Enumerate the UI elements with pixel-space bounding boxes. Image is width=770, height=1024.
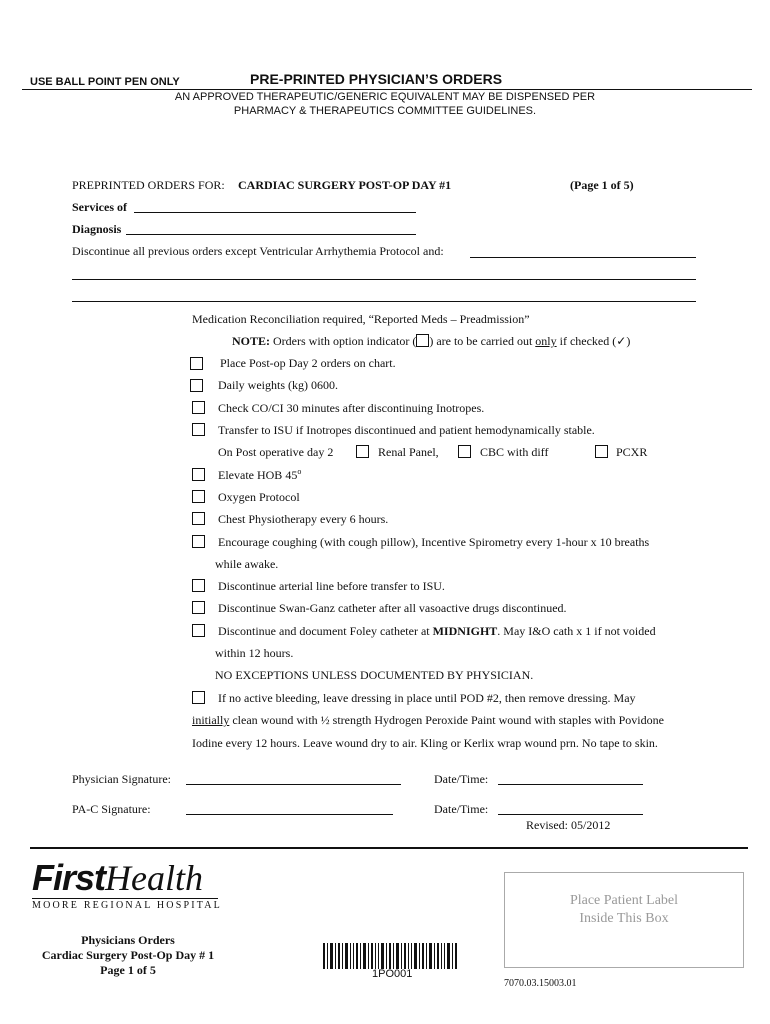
order-11-a: Discontinue and document Foley catheter at	[218, 624, 433, 638]
checkbox-pcxr[interactable]	[595, 445, 608, 458]
note-text-b: ) are to be carried out	[429, 334, 536, 348]
order-11-line-2: within 12 hours.	[215, 646, 294, 660]
pac-signature-field[interactable]	[186, 814, 393, 815]
order-6-text: Oxygen Protocol	[218, 490, 300, 504]
subtitle-line-2: PHARMACY & THERAPEUTICS COMMITTEE GUIDELINES.	[233, 105, 537, 117]
checkbox-order-12[interactable]	[192, 691, 205, 704]
order-11-text	[218, 624, 656, 639]
checkbox-order-5[interactable]	[192, 468, 205, 481]
pac-date-label: Date/Time:	[434, 802, 489, 816]
note-line	[232, 334, 630, 349]
no-exceptions: NO EXCEPTIONS UNLESS DOCUMENTED BY PHYSICIAN.	[215, 668, 534, 682]
logo-first: First	[32, 857, 106, 898]
logo-subtitle: MOORE REGIONAL HOSPITAL	[32, 900, 222, 911]
checkbox-order-9[interactable]	[192, 579, 205, 592]
physician-signature-field[interactable]	[186, 784, 401, 785]
note-label: NOTE:	[232, 334, 271, 348]
note-text-d: )	[626, 334, 631, 348]
checkbox-order-3[interactable]	[192, 401, 205, 414]
checkbox-order-1[interactable]	[190, 357, 203, 370]
discontinue-field-line-3[interactable]	[72, 301, 696, 302]
post-op-label: On Post operative day 2	[218, 445, 334, 459]
page-indicator: (Page 1 of 5)	[570, 178, 634, 192]
order-7-text: Chest Physiotherapy every 6 hours.	[218, 512, 389, 526]
discontinue-label: Discontinue all previous orders except Ventricular Arrhythemia Protocol and:	[72, 244, 444, 258]
order-12-line-3: Iodine every 12 hours. Leave wound dry to air. Kling or Kerlix wrap wound prn. No tape to skin.	[192, 736, 658, 750]
checkbox-order-4[interactable]	[192, 423, 205, 436]
pcxr-text: PCXR	[616, 445, 648, 459]
services-label: Services of	[72, 200, 127, 214]
order-8-line-1: Encourage coughing (with cough pillow), Incentive Spirometry every 1-hour x 10 breaths	[218, 535, 650, 549]
label-box-line-2: Inside This Box	[579, 911, 669, 926]
order-12-line-1: If no active bleeding, leave dressing in place until POD #2, then remove dressing. May	[218, 691, 636, 705]
order-11-b: . May I&O cath x 1 if not voided	[497, 624, 656, 638]
renal-panel-text: Renal Panel,	[378, 445, 439, 459]
order-1-text: Place Post-op Day 2 orders on chart.	[220, 356, 396, 370]
physician-date-label: Date/Time:	[434, 772, 489, 786]
footer-title-3: Page 1 of 5	[100, 963, 156, 977]
checkbox-order-8[interactable]	[192, 535, 205, 548]
hospital-logo	[32, 858, 203, 898]
order-8-line-2: while awake.	[215, 557, 279, 571]
logo-health: Health	[105, 858, 203, 898]
checkmark-icon: ✓	[616, 334, 627, 348]
note-text-c: if checked (	[556, 334, 617, 348]
checkbox-order-7[interactable]	[192, 512, 205, 525]
footer-rule	[30, 847, 748, 849]
order-9-text: Discontinue arterial line before transfer to ISU.	[218, 579, 445, 593]
diagnosis-label: Diagnosis	[72, 222, 122, 236]
order-2-text: Daily weights (kg) 0600.	[218, 378, 338, 392]
med-reconciliation: Medication Reconciliation required, “Reported Meds – Preadmission”	[192, 312, 530, 326]
discontinue-field-line-2[interactable]	[72, 279, 696, 280]
checkbox-order-2[interactable]	[190, 379, 203, 392]
order-3-text: Check CO/CI 30 minutes after discontinuing Inotropes.	[218, 401, 485, 415]
pac-date-field[interactable]	[498, 814, 643, 815]
degree-sup: o	[297, 467, 302, 476]
subtitle-line-1: AN APPROVED THERAPEUTIC/GENERIC EQUIVALENT MAY BE DISPENSED PER	[174, 91, 596, 103]
checkbox-renal-panel[interactable]	[356, 445, 369, 458]
physician-date-field[interactable]	[498, 784, 643, 785]
checkbox-order-11[interactable]	[192, 624, 205, 637]
checkbox-order-6[interactable]	[192, 490, 205, 503]
order-11-bold: MIDNIGHT	[432, 624, 498, 638]
form-number: 7070.03.15003.01	[504, 978, 577, 989]
barcode-text: 1PO001	[372, 968, 413, 980]
logo-rule	[32, 898, 218, 899]
orders-for-value: CARDIAC SURGERY POST-OP DAY #1	[238, 178, 452, 192]
page-title: PRE-PRINTED PHYSICIAN’S ORDERS	[250, 71, 503, 87]
option-indicator-icon	[416, 334, 429, 347]
order-12-line-2	[192, 713, 664, 728]
order-10-text: Discontinue Swan-Ganz catheter after all vasoactive drugs discontinued.	[218, 601, 567, 615]
services-field[interactable]	[134, 212, 416, 213]
pac-signature-label: PA-C Signature:	[72, 802, 151, 816]
label-box-line-1: Place Patient Label	[569, 893, 679, 908]
barcode-icon	[323, 943, 459, 969]
revised-date: Revised: 05/2012	[526, 818, 611, 832]
physician-signature-label: Physician Signature:	[72, 772, 171, 786]
cbc-text: CBC with diff	[480, 445, 549, 459]
order-12-initially: initially	[192, 713, 230, 727]
checkbox-order-10[interactable]	[192, 601, 205, 614]
discontinue-field[interactable]	[470, 257, 696, 258]
order-4-text: Transfer to ISU if Inotropes discontinued and patient hemodynamically stable.	[218, 423, 595, 437]
orders-for-label: PREPRINTED ORDERS FOR:	[72, 178, 225, 192]
diagnosis-field[interactable]	[126, 234, 416, 235]
footer-title-2: Cardiac Surgery Post-Op Day # 1	[41, 948, 215, 962]
order-12-line-2-rest: clean wound with ½ strength Hydrogen Peroxide Paint wound with staples with Povidone	[229, 713, 664, 727]
pen-notice: USE BALL POINT PEN ONLY	[30, 76, 180, 88]
note-text-only: only	[535, 334, 557, 348]
order-5-main: Elevate HOB 45	[218, 468, 298, 482]
patient-label-box	[504, 872, 744, 968]
order-5-text	[218, 467, 301, 483]
header-rule	[22, 89, 752, 90]
footer-title-1: Physicians Orders	[81, 933, 175, 947]
note-text-a: Orders with option indicator (	[273, 334, 417, 348]
checkbox-cbc[interactable]	[458, 445, 471, 458]
